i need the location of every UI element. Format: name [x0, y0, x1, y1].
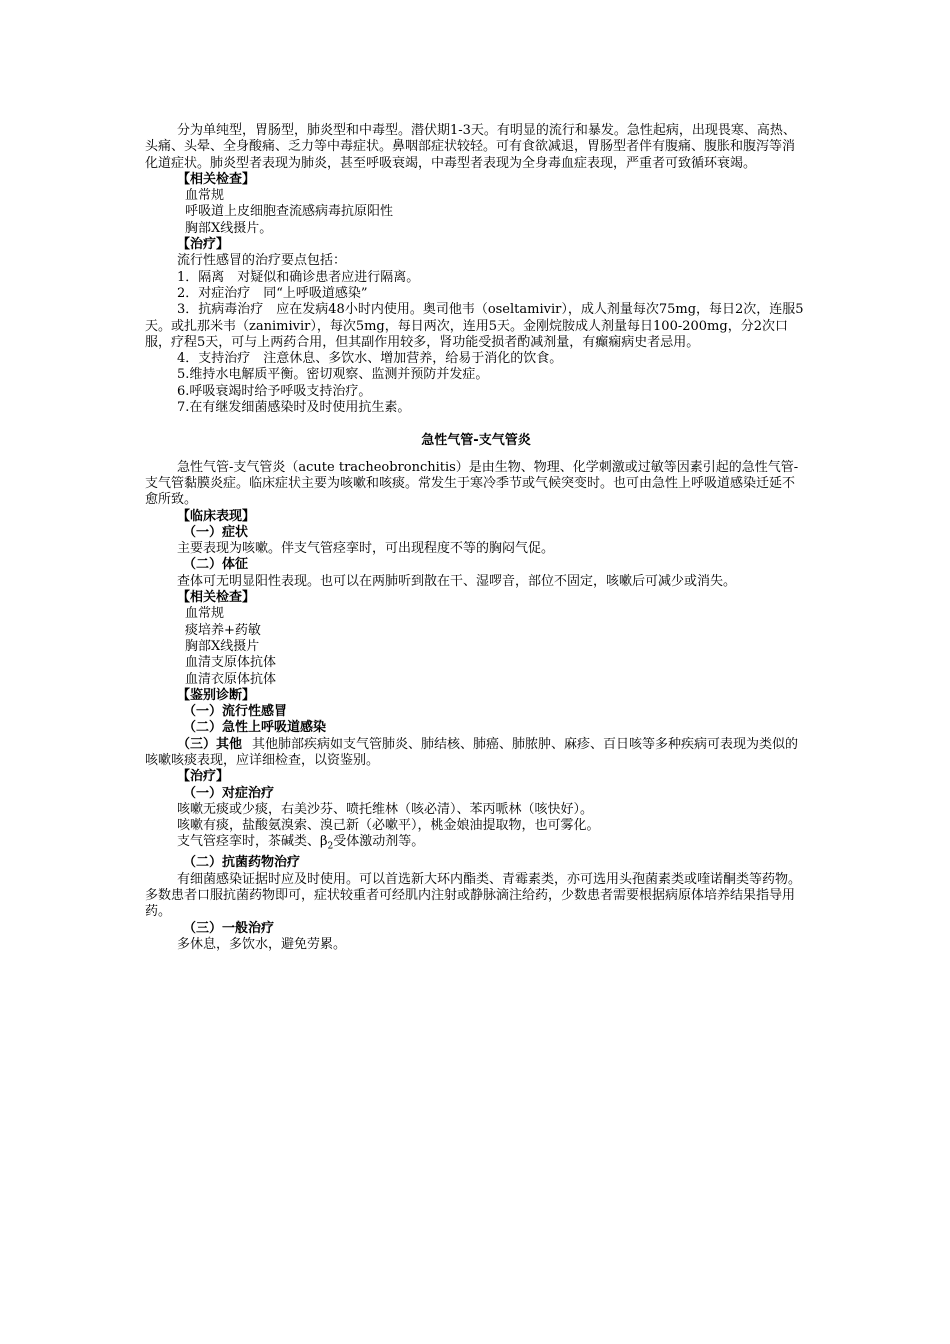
- bronchitis-treat-heading: 【治疗】: [177, 769, 230, 785]
- diff-item-uri: （二）急性上呼吸道感染: [183, 720, 327, 736]
- bronchospasm-text-end: 受体激动剂等。: [333, 834, 425, 850]
- diff-other-text: 其他肺部疾病如支气管肺炎、肺结核、肺癌、肺脓肿、麻疹、百日咳等多种疾病可表现为类似的咳嗽咳痰表现，应详细检查，以资鉴别。: [145, 736, 799, 768]
- diff-item-flu: （一）流行性感冒: [183, 704, 288, 720]
- general-treat-text: 多休息，多饮水，避免劳累。: [177, 936, 347, 952]
- flu-treat-item: 3．抗病毒治疗 应在发病48小时内使用。奥司他韦（oseltamivir），成人剂量每次75mg，每日2次，连服5天。或扎那米韦（zanimivir），每次5mg，每日两次，连用5天。金刚烷胺成人剂量每日100-200mg，分2次口服，疗程5天，可与上两药合用，但其副作用较多，肾功能受损者酌减剂量，有癫痫病史者忌用。: [145, 302, 804, 350]
- symptomatic-treat-line: 咳嗽无痰或少痰，右美沙芬、喷托维林（咳必清）、苯丙哌林（咳快好）。: [177, 801, 594, 817]
- sign-text: 查体可无明显阳性表现。也可以在两肺听到散在干、湿啰音，部位不固定，咳嗽后可减少或消失。: [177, 573, 737, 589]
- flu-intro-paragraph: 分为单纯型，胃肠型，肺炎型和中毒型。潜伏期1-3天。有明显的流行和暴发。急性起病，出现畏寒、高热、头痛、头晕、全身酸痛、乏力等中毒症状。鼻咽部症状较轻。可有食欲减退，胃肠型者伴有腹痛、腹胀和腹泻等消化道症状。肺炎型者表现为肺炎，甚至呼吸衰竭，中毒型者表现为全身毒血症表现，严重者可致循环衰竭。: [145, 123, 796, 171]
- clinical-heading: 【临床表现】: [177, 508, 256, 524]
- section-title: 急性气管-支气管炎: [421, 433, 531, 449]
- flu-treat-intro: 流行性感冒的治疗要点包括：: [177, 253, 347, 269]
- bronchitis-exam-item: 血清支原体抗体: [185, 655, 277, 671]
- flu-treat-heading: 【治疗】: [177, 237, 230, 253]
- flu-treat-item: 1．隔离 对疑似和确诊患者应进行隔离。: [177, 269, 420, 285]
- sign-heading: （二）体征: [183, 557, 249, 573]
- beta-subscript: 2: [327, 842, 334, 853]
- bronchitis-exam-heading: 【相关检查】: [177, 590, 256, 606]
- bronchitis-intro-paragraph: 急性气管-支气管炎（acute tracheobronchitis）是由生物、物理、化学刺激或过敏等因素引起的急性气管-支气管黏膜炎症。临床症状主要为咳嗽和咳痰。常发生于寒冷季节或气候突变时。也可由急性上呼吸道感染迁延不愈所致。: [145, 459, 799, 508]
- flu-treat-item: 7.在有继发细菌感染时及时使用抗生素。: [177, 400, 411, 416]
- diff-other-heading: （三）其他: [177, 736, 243, 752]
- bronchitis-exam-item: 胸部X线摄片: [185, 638, 260, 654]
- bronchospasm-text: 支气管痉挛时，茶碱类、β: [177, 834, 328, 850]
- flu-exam-item: 胸部X线摄片。: [185, 220, 273, 236]
- flu-exam-heading: 【相关检查】: [177, 171, 256, 187]
- flu-treat-item: 4．支持治疗 注意休息、多饮水、增加营养，给易于消化的饮食。: [177, 351, 563, 367]
- bronchitis-exam-item: 痰培养+药敏: [185, 622, 261, 638]
- flu-treat-item: 6.呼吸衰竭时给予呼吸支持治疗。: [177, 383, 372, 399]
- diff-item-other: [145, 737, 807, 770]
- flu-treat-item: 2．对症治疗 同“上呼吸道感染”: [177, 285, 368, 301]
- symptomatic-treat-line: 咳嗽有痰，盐酸氨溴索、溴己新（必嗽平），桃金娘油提取物，也可雾化。: [177, 818, 600, 834]
- antibiotic-treat-heading: （二）抗菌药物治疗: [183, 855, 301, 871]
- general-treat-heading: （三）一般治疗: [183, 920, 275, 936]
- symptom-text: 主要表现为咳嗽。伴支气管痉挛时，可出现程度不等的胸闷气促。: [177, 541, 555, 557]
- flu-treat-item: 5.维持水电解质平衡。密切观察、监测并预防并发症。: [177, 367, 489, 383]
- symptomatic-treat-line: [145, 834, 807, 855]
- symptomatic-treat-heading: （一）对症治疗: [183, 785, 275, 801]
- diff-heading: 【鉴别诊断】: [177, 687, 256, 703]
- symptom-heading: （一）症状: [183, 524, 249, 540]
- antibiotic-treat-text: 有细菌感染证据时应及时使用。可以首选新大环内酯类、青霉素类，亦可选用头孢菌素类或喹诺酮类等药物。多数患者口服抗菌药物即可，症状较重者可经肌内注射或静脉滴注给药，少数患者需要根据病原体培养结果指导用药。: [145, 871, 802, 920]
- bronchitis-exam-item: 血常规: [185, 606, 225, 622]
- flu-exam-item: 血常规: [185, 188, 225, 204]
- bronchitis-exam-item: 血清衣原体抗体: [185, 671, 277, 687]
- document-body: [145, 123, 807, 953]
- flu-exam-item: 呼吸道上皮细胞查流感病毒抗原阳性: [185, 204, 394, 220]
